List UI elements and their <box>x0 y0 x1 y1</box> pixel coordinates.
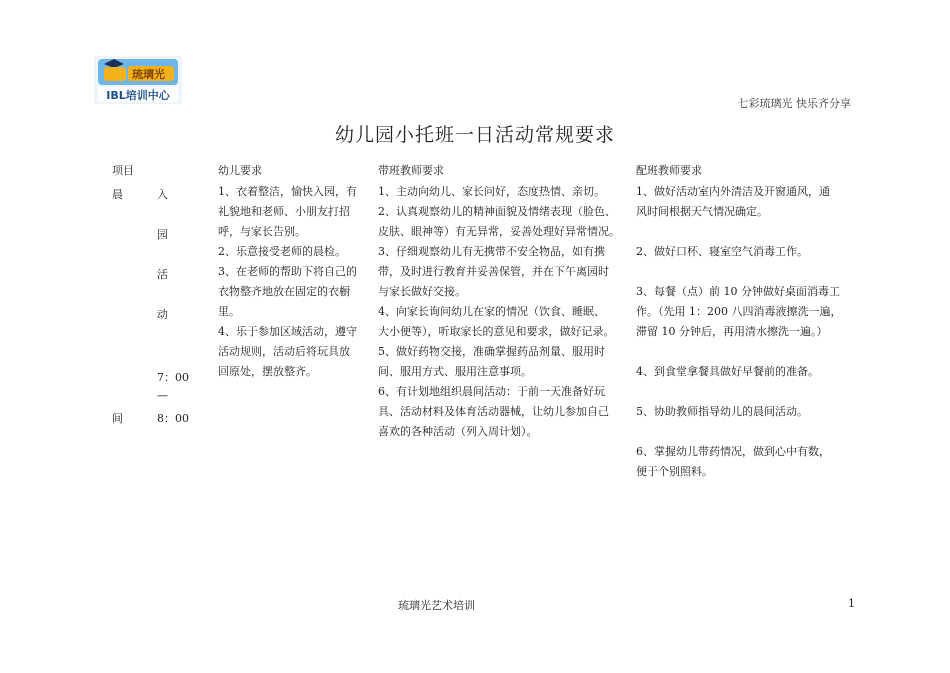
text-line: 呼，与家长告别。 <box>218 225 306 238</box>
header-teacher-requirements: 带班教师要求 <box>378 164 444 177</box>
text-line <box>636 422 856 442</box>
time-dash: — <box>157 389 168 402</box>
logo-text-bottom: IBL培训中心 <box>106 89 170 102</box>
header-assistant-requirements: 配班教师要求 <box>636 164 702 177</box>
text-line <box>636 222 856 242</box>
text-line <box>636 382 856 402</box>
header-item: 项目 <box>112 164 134 177</box>
text-line: 3、仔细观察幼儿有无携带不安全物品，如有携 <box>378 245 605 258</box>
text-line: 4、到食堂拿餐具做好早餐前的准备。 <box>636 365 819 378</box>
assistant-requirements <box>636 182 856 482</box>
text-line: 里。 <box>218 305 240 318</box>
header-slogan: 七彩琉璃光 快乐齐分享 <box>737 97 851 110</box>
period-char: 晨 <box>112 188 123 201</box>
text-line: 具、活动材料及体育活动器械，让幼儿参加自己 <box>378 405 609 418</box>
text-line: 2、认真观察幼儿的精神面貌及情绪表现（脸色、 <box>378 205 616 218</box>
time-end: 8：00 <box>157 412 189 425</box>
header-child-requirements: 幼儿要求 <box>218 164 262 177</box>
text-line <box>636 342 856 362</box>
text-line: 带，及时进行教育并妥善保管，并在下午离园时 <box>378 265 609 278</box>
teacher-requirements <box>378 182 634 442</box>
text-line: 5、做好药物交接，准确掌握药品剂量、服用时 <box>378 345 605 358</box>
text-line: 活动规则，活动后将玩具放 <box>218 345 350 358</box>
footer-text: 琉璃光艺术培训 <box>398 599 475 612</box>
text-line: 回原处，摆放整齐。 <box>218 365 317 378</box>
text-line: 3、每餐（点）前 10 分钟做好桌面消毒工 <box>636 285 840 298</box>
page-title: 幼儿园小托班一日活动常规要求 <box>334 124 615 146</box>
text-line: 1、主动向幼儿、家长问好，态度热情、亲切。 <box>378 185 605 198</box>
time-start: 7：00 <box>157 371 189 384</box>
text-line: 皮肤、眼神等）有无异常，妥善处理好异常情况。 <box>378 225 620 238</box>
text-line: 4、乐于参加区域活动，遵守 <box>218 325 357 338</box>
text-line: 衣物整齐地放在固定的衣橱 <box>218 285 350 298</box>
text-line: 滞留 10 分钟后，再用清水擦洗一遍。） <box>636 325 828 338</box>
page-number: 1 <box>848 597 855 610</box>
activity-char: 活 <box>157 268 168 281</box>
text-line: 便于个别照料。 <box>636 465 713 478</box>
period-char: 间 <box>112 412 123 425</box>
logo-text-top: 琉璃光 <box>132 68 165 81</box>
text-line: 大小便等），听取家长的意见和要求，做好记录。 <box>378 325 615 338</box>
text-line: 6、有计划地组织晨间活动：于前一天准备好玩 <box>378 385 605 398</box>
text-line: 5、协助教师指导幼儿的晨间活动。 <box>636 405 808 418</box>
text-line: 间、服用方式、服用注意事项。 <box>378 365 532 378</box>
text-line: 1、衣着整洁，愉快入园，有 <box>218 185 357 198</box>
text-line: 作。（先用 1：200 八四消毒液擦洗一遍， <box>636 305 842 318</box>
text-line: 3、在老师的帮助下将自己的 <box>218 265 357 278</box>
text-line: 1、做好活动室内外清洁及开窗通风，通 <box>636 185 830 198</box>
logo <box>94 56 182 104</box>
activity-char: 入 <box>157 188 168 201</box>
child-requirements <box>218 182 374 382</box>
text-line: 礼貌地和老师、小朋友打招 <box>218 205 350 218</box>
text-line: 喜欢的各种活动（列入周计划）。 <box>378 425 538 438</box>
text-line: 风时间根据天气情况确定。 <box>636 205 768 218</box>
activity-char: 动 <box>157 308 168 321</box>
text-line: 4、向家长询问幼儿在家的情况（饮食、睡眠、 <box>378 305 605 318</box>
text-line: 2、乐意接受老师的晨检。 <box>218 245 346 258</box>
text-line: 6、掌握幼儿带药情况，做到心中有数， <box>636 445 830 458</box>
text-line: 与家长做好交接。 <box>378 285 466 298</box>
text-line: 2、做好口杯、寝室空气消毒工作。 <box>636 245 808 258</box>
text-line <box>636 262 856 282</box>
activity-char: 园 <box>157 228 168 241</box>
